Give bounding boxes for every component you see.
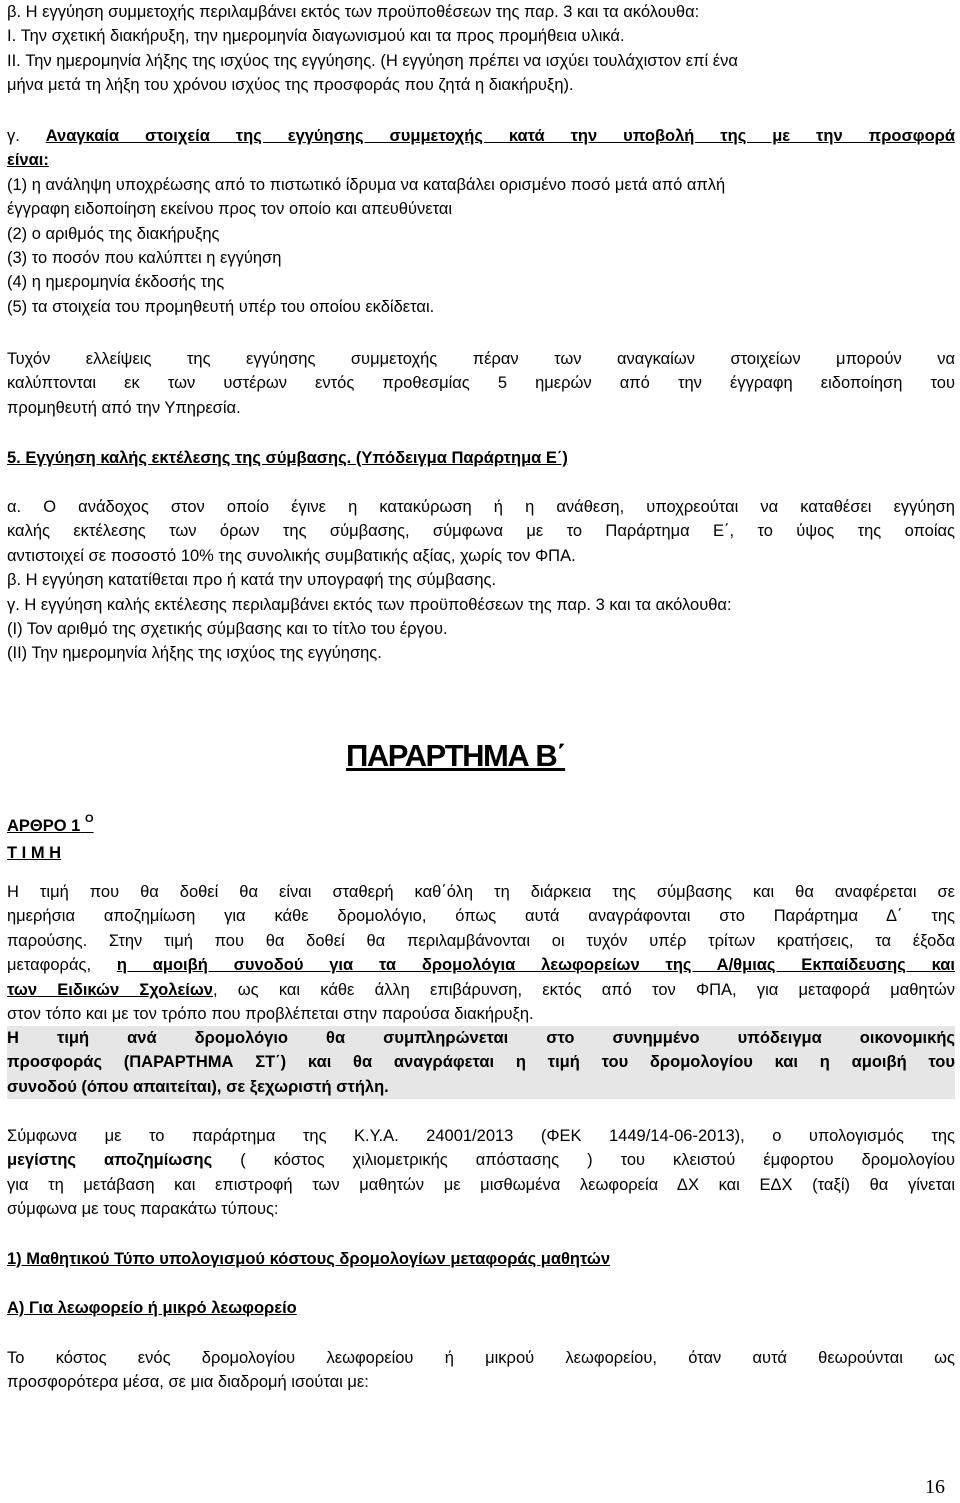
paragraph-line: μεταφοράς, η αμοιβή συνοδού για τα δρομολόγια λεωφορείων της Α/θμιας Εκπαίδευσης και <box>7 956 956 975</box>
cost-paragraph <box>7 1346 955 1395</box>
paragraph-line: των Ειδικών Σχολείων, ως και κάθε άλλη επιβάρυνση, εκτός από τον ΦΠΑ, για μεταφορά μαθητών <box>7 980 956 999</box>
paragraph-line: προμηθευτή από την Υπηρεσία. <box>7 398 241 417</box>
paragraph-line: καλής εκτέλεσης των όρων της σύμβασης, σύμφωνα με το Παράρτημα Ε΄, το ύψος της οποίας <box>7 522 955 541</box>
paragraph-line: I. Την σχετική διακήρυξη, την ημερομηνία διαγωνισμού και τα προς προμήθεια υλικά. <box>7 27 625 46</box>
list-item: (1) η ανάληψη υποχρέωσης από το πιστωτικό ίδρυμα να καταβάλει ορισμένο ποσό μετά από απλή <box>7 175 726 194</box>
paragraph-line: (ΙΙ) Την ημερομηνία λήξης της ισχύος της εγγύησης. <box>7 644 382 663</box>
section-heading: Α) Για λεωφορείο ή μικρό λεωφορείο <box>7 1299 297 1317</box>
deficiencies-paragraph <box>7 347 955 420</box>
paragraph-line: ημερήσια αποζημίωση για κάθε δρομολόγιο, όπως αυτά αναγράφονται στο Παράρτημα Δ΄ της <box>7 907 955 926</box>
paragraph-line: στον τόπο και με τον τρόπο που προβλέπεται στην παρούσα διακήρυξη. <box>7 1005 534 1024</box>
paragraph-line: σύμφωνα με τους παρακάτω τύπους: <box>7 1200 279 1219</box>
paragraph-line: γ. Η εγγύηση καλής εκτέλεσης περιλαμβάνει εκτός των προϋποθέσεων της παρ. 3 και τα ακόλουθα: <box>7 595 732 614</box>
paragraph-line: μήνα μετά τη λήξη του χρόνου ισχύος της προσφοράς που ζητά η διακήρυξη). <box>7 76 574 95</box>
paragraph-line: παρούσης. Στην τιμή που θα δοθεί θα περιλαμβάνονται οι τυχόν υπέρ τρίτων κρατήσεις, τα έξοδα <box>7 931 955 950</box>
paragraph-line: (Ι) Τον αριθμό της σχετικής σύμβασης και το τίτλο του έργου. <box>7 620 448 639</box>
bus-heading <box>7 1296 955 1320</box>
section-heading: 5. Εγγύηση καλής εκτέλεσης της σύμβασης. (Υπόδειγμα Παράρτημα Ε΄) <box>7 449 568 467</box>
list-item: (3) το ποσόν που καλύπτει η εγγύηση <box>7 249 282 268</box>
paragraph-line: Τυχόν ελλείψεις της εγγύησης συμμετοχής πέραν των αναγκαίων στοιχείων μπορούν να <box>7 350 955 368</box>
highlighted-price-note <box>7 1026 955 1099</box>
paragraph-line: β. Η εγγύηση συμμετοχής περιλαμβάνει εκτός των προϋποθέσεων της παρ. 3 και τα ακόλουθα: <box>7 3 700 21</box>
section-heading: 1) Μαθητικού Τύπο υπολογισμού κόστους δρομολογίων μεταφοράς μαθητών <box>7 1250 610 1268</box>
paragraph-line: μεγίστης αποζημίωσης ( κόστος χιλιομετρικής απόστασης ) του κλειστού έμφορτου δρομολογίου <box>7 1151 955 1170</box>
guarantee-participation-items <box>7 0 955 98</box>
paragraph-line: β. Η εγγύηση κατατίθεται προ ή κατά την υπογραφή της σύμβασης. <box>7 571 497 590</box>
section-heading-line: γ. Αναγκαία στοιχεία της εγγύησης συμμετοχής κατά την υποβολή της με την προσφορά <box>7 127 956 145</box>
performance-guarantee-section <box>7 495 955 666</box>
paragraph-line: Η τιμή ανά δρομολόγιο θα συμπληρώνεται στο συνημμένο υπόδειγμα οικονομικής <box>7 1029 955 1047</box>
formula-heading <box>7 1247 955 1271</box>
paragraph-line: για τη μετάβαση και επιστροφή των μαθητών με μισθωμένα λεωφορεία ΔΧ και ΕΔΧ (ταξί) θα γίνεται <box>7 1175 955 1194</box>
price-paragraph <box>7 880 955 1026</box>
paragraph-line: Η τιμή που θα δοθεί θα είναι σταθερή καθ΄όλη τη διάρκεια της σύμβασης και θα αναφέρεται σε <box>7 883 955 901</box>
list-item: (5) τα στοιχεία του προμηθευτή υπέρ του οποίου εκδίδεται. <box>7 297 435 316</box>
performance-guarantee-heading <box>7 446 955 470</box>
list-item: έγγραφη ειδοποίηση εκείνου προς τον οποίο και απευθύνεται <box>7 200 453 219</box>
paragraph-line: αντιστοιχεί σε ποσοστό 10% της συνολικής συμβατικής αξίας, χωρίς τον ΦΠΑ. <box>7 546 576 565</box>
paragraph-line: προσφορότερα μέσα, σε μια διαδρομή ισούται με: <box>7 1373 369 1392</box>
page-number: 16 <box>925 1476 945 1498</box>
article-heading <box>7 806 94 867</box>
article-number: ΑΡΘΡΟ 1 $^O$ <box>7 813 94 835</box>
required-elements-section <box>7 124 955 319</box>
paragraph-line: II. Την ημερομηνία λήξης της ισχύος της εγγύησης. (Η εγγύηση πρέπει να ισχύει τουλάχιστον επί ένα <box>7 51 738 70</box>
paragraph-line: α. Ο ανάδοχος στον οποίο έγινε η κατακύρωση ή η ανάθεση, υποχρεούται να καταθέσει εγγύηση <box>7 498 955 516</box>
section-heading-line: είναι: <box>7 151 49 170</box>
paragraph-line: Το κόστος ενός δρομολογίου λεωφορείου ή μικρού λεωφορείου, όταν αυτά θεωρούνται ως <box>7 1349 955 1367</box>
paragraph-line: Σύμφωνα με το παράρτημα της Κ.Υ.Α. 24001/2013 (ΦΕΚ 1449/14-06-2013), ο υπολογισμός της <box>7 1127 955 1145</box>
kya-paragraph <box>7 1124 955 1222</box>
paragraph-line: καλύπτονται εκ των υστέρων εντός προθεσμίας 5 ημερών από την έγγραφη ειδοποίηση του <box>7 374 955 393</box>
annex-title: ΠΑΡΑΡΤΗΜΑ Β΄ <box>346 738 566 773</box>
list-item: (2) ο αριθμός της διακήρυξης <box>7 224 220 243</box>
list-item: (4) η ημερομηνία έκδοσής της <box>7 273 225 292</box>
article-title: Τ Ι Μ Η <box>7 844 62 862</box>
paragraph-line: προσφοράς (ΠΑΡΑΡΤΗΜΑ ΣΤ΄) και θα αναγράφεται η τιμή του δρομολογίου και η αμοιβή του <box>7 1053 955 1072</box>
paragraph-line: συνοδού (όπου απαιτείται), σε ξεχωριστή στήλη. <box>7 1077 389 1096</box>
